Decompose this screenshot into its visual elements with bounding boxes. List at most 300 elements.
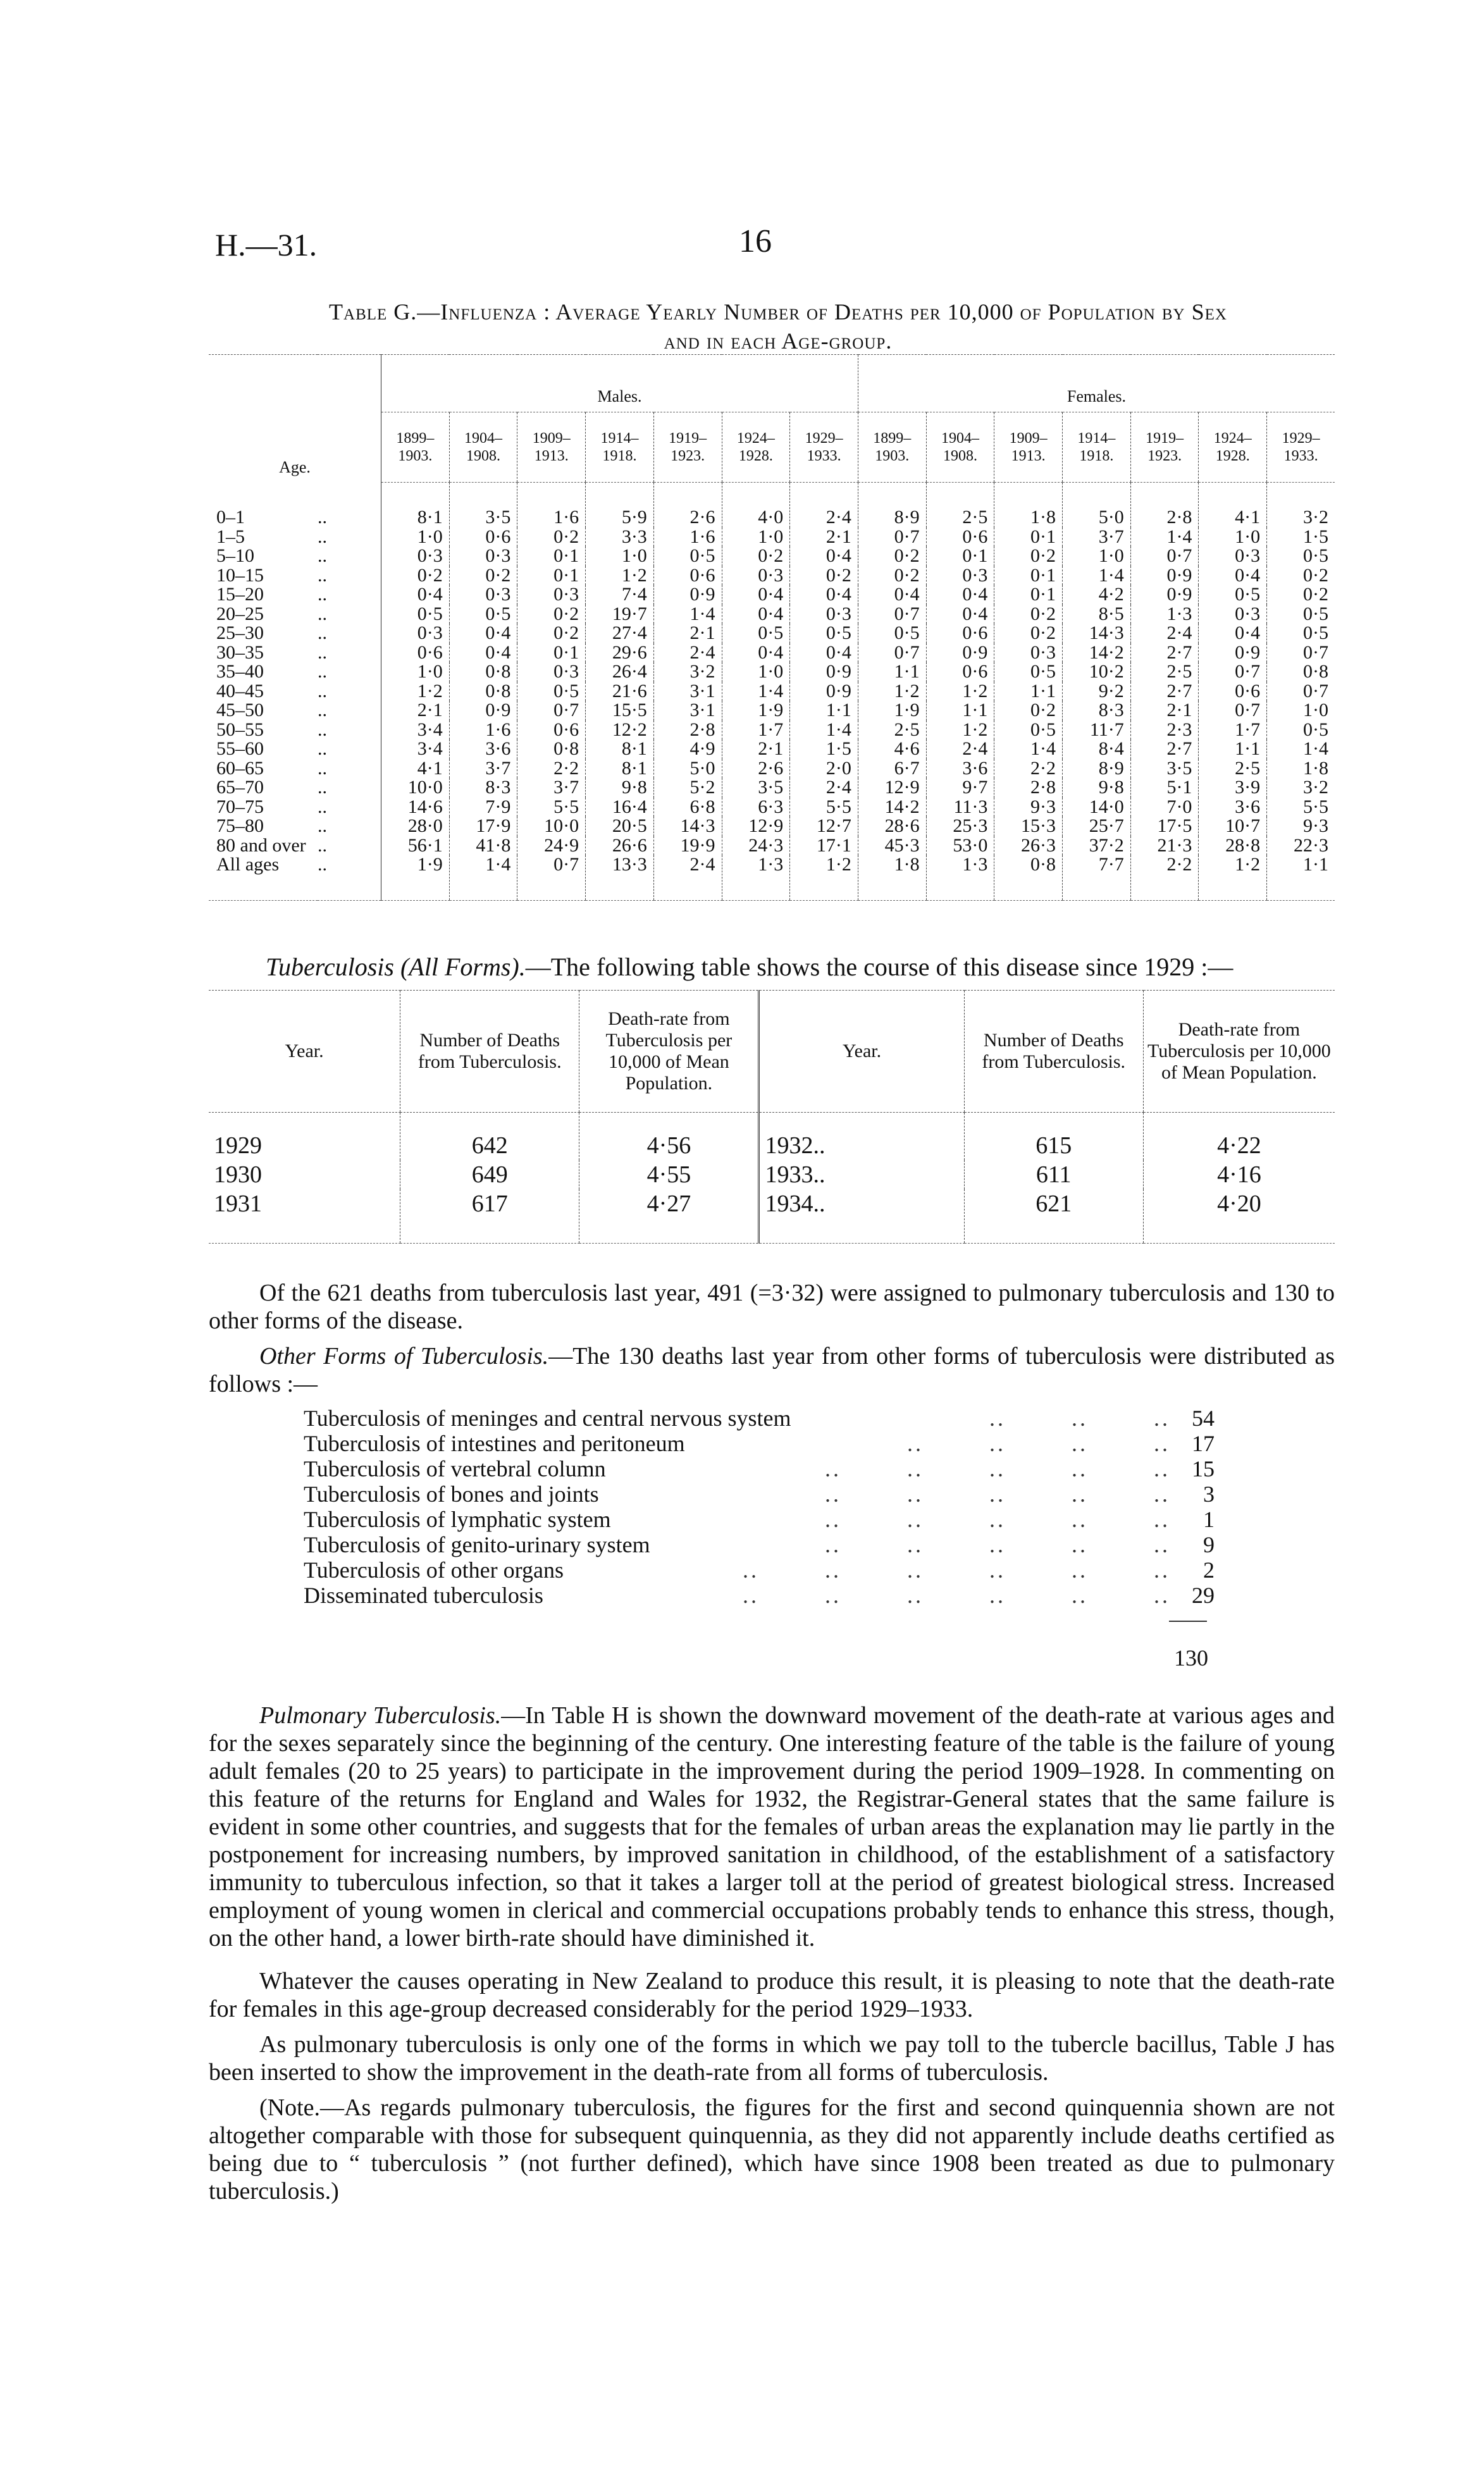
female-rate-cell: 8·5 xyxy=(1063,605,1131,624)
male-rate-cell: 27·4 xyxy=(586,624,654,643)
male-rate-cell: 0·4 xyxy=(449,624,517,643)
table-row xyxy=(209,739,1335,759)
female-rate-cell: 9·7 xyxy=(926,778,994,798)
female-rate-cell: 0·7 xyxy=(1199,662,1267,682)
female-rate-cell: 1·0 xyxy=(1063,547,1131,566)
leader-dots: .. xyxy=(318,680,327,702)
table-row xyxy=(209,662,1335,682)
female-rate-cell: 11·7 xyxy=(1063,720,1131,740)
female-rate-cell: 5·5 xyxy=(1267,798,1335,817)
male-rate-cell: 0·2 xyxy=(381,566,450,586)
tuberculosis-intro xyxy=(266,952,1233,982)
year-header-right: Year. xyxy=(759,991,964,1113)
leader-dots: .. xyxy=(318,584,327,605)
female-rate-cell: 1·8 xyxy=(1267,759,1335,779)
female-rate-cell: 0·2 xyxy=(994,701,1063,720)
male-rate-cell: 2·2 xyxy=(517,759,586,779)
form-count: 9 xyxy=(1203,1532,1215,1557)
female-rate-cell: 0·8 xyxy=(994,855,1063,900)
male-rate-cell: 0·2 xyxy=(517,605,586,624)
tuberculosis-intro-heading: Tuberculosis (All Forms). xyxy=(266,953,526,981)
table-row xyxy=(209,682,1335,702)
leader-dots: .. xyxy=(318,796,327,817)
male-rate-cell: 0·3 xyxy=(722,566,790,586)
female-rate-cell: 9·8 xyxy=(1063,778,1131,798)
male-rate-cell: 0·3 xyxy=(449,547,517,566)
female-rate-cell: 6·7 xyxy=(858,759,926,779)
male-rate-cell: 1·0 xyxy=(381,662,450,682)
form-count: 15 xyxy=(1192,1456,1215,1481)
male-rate-cell: 4·9 xyxy=(653,739,722,759)
female-rate-cell: 3·2 xyxy=(1267,483,1335,528)
female-rate-cell: 0·4 xyxy=(1199,624,1267,643)
table-row xyxy=(209,855,1335,900)
leader-dots: .. .. .. .. .. xyxy=(825,1532,1170,1557)
female-rate-cell: 0·7 xyxy=(858,643,926,663)
male-rate-cell: 2·4 xyxy=(653,855,722,900)
male-rate-cell: 5·0 xyxy=(653,759,722,779)
leader-dots: .. xyxy=(318,526,327,547)
age-group: 75–80 xyxy=(216,815,264,836)
male-rate-cell: 17·1 xyxy=(790,836,858,856)
female-period-header: 1919–1923. xyxy=(1130,412,1199,483)
female-rate-cell: 8·9 xyxy=(1063,759,1131,779)
female-rate-cell: 0·5 xyxy=(1267,624,1335,643)
male-period-header: 1919–1923. xyxy=(653,412,722,483)
female-rate-cell: 0·5 xyxy=(858,624,926,643)
female-rate-cell: 2·7 xyxy=(1130,643,1199,663)
female-rate-cell: 4·1 xyxy=(1199,483,1267,528)
male-rate-cell: 0·5 xyxy=(790,624,858,643)
female-rate-cell: 1·2 xyxy=(858,682,926,702)
female-period-header: 1914–1918. xyxy=(1063,412,1131,483)
male-rate-cell: 0·9 xyxy=(653,585,722,605)
tuberculosis-intro-text: —The following table shows the course of this disease since 1929 :— xyxy=(525,953,1234,981)
female-rate-cell: 0·5 xyxy=(1267,720,1335,740)
male-rate-cell: 5·5 xyxy=(517,798,586,817)
female-rate-cell: 0·2 xyxy=(858,547,926,566)
female-rate-cell: 3·5 xyxy=(1130,759,1199,779)
year-cell: 1932.. xyxy=(759,1113,964,1161)
male-rate-cell: 0·3 xyxy=(449,585,517,605)
female-rate-cell: 0·9 xyxy=(1130,585,1199,605)
male-rate-cell: 0·8 xyxy=(449,662,517,682)
female-rate-cell: 14·3 xyxy=(1063,624,1131,643)
female-rate-cell: 1·3 xyxy=(1130,605,1199,624)
female-rate-cell: 1·1 xyxy=(926,701,994,720)
male-rate-cell: 0·6 xyxy=(449,528,517,547)
female-rate-cell: 2·7 xyxy=(1130,739,1199,759)
age-group: 30–35 xyxy=(216,641,264,663)
deaths-header-right: Number of Deaths from Tuberculosis. xyxy=(964,991,1143,1113)
table-row xyxy=(209,1189,1335,1244)
female-rate-cell: 0·4 xyxy=(858,585,926,605)
female-rate-cell: 12·9 xyxy=(858,778,926,798)
table-g-title-line2: and in each Age-group. xyxy=(664,328,893,354)
leader-dots: .. xyxy=(318,777,327,798)
female-rate-cell: 0·9 xyxy=(1130,566,1199,586)
male-rate-cell: 0·9 xyxy=(790,682,858,702)
male-rate-cell: 0·9 xyxy=(790,662,858,682)
form-label: Disseminated tuberculosis xyxy=(304,1583,543,1608)
male-rate-cell: 1·3 xyxy=(722,855,790,900)
male-rate-cell: 0·7 xyxy=(517,855,586,900)
form-count: 1 xyxy=(1203,1507,1215,1532)
male-rate-cell: 0·1 xyxy=(517,547,586,566)
male-rate-cell: 26·6 xyxy=(586,836,654,856)
female-rate-cell: 14·2 xyxy=(1063,643,1131,663)
rate-cell: 4·27 xyxy=(579,1189,759,1244)
table-row xyxy=(209,759,1335,779)
female-rate-cell: 0·3 xyxy=(1199,605,1267,624)
female-rate-cell: 28·6 xyxy=(858,817,926,836)
female-rate-cell: 2·8 xyxy=(994,778,1063,798)
female-rate-cell: 2·5 xyxy=(926,483,994,528)
age-group: 1–5 xyxy=(216,526,245,547)
female-rate-cell: 2·2 xyxy=(994,759,1063,779)
deaths-cell: 642 xyxy=(400,1113,579,1161)
female-rate-cell: 22·3 xyxy=(1267,836,1335,856)
leader-dots: .. xyxy=(318,603,327,624)
rate-cell: 4·56 xyxy=(579,1113,759,1161)
leader-dots: .. .. .. .. .. .. xyxy=(743,1583,1170,1608)
table-row xyxy=(209,1113,1335,1161)
female-rate-cell: 0·1 xyxy=(926,547,994,566)
table-g-title-line1: Table G.—Influenza : Average Yearly Number of Deaths per 10,000 of Population by Sex xyxy=(329,299,1227,325)
total-rule xyxy=(1169,1621,1207,1622)
male-rate-cell: 0·5 xyxy=(653,547,722,566)
female-rate-cell: 0·5 xyxy=(994,720,1063,740)
males-header: Males. xyxy=(381,355,858,412)
age-group: 10–15 xyxy=(216,564,264,586)
table-row xyxy=(209,605,1335,624)
female-rate-cell: 0·5 xyxy=(1199,585,1267,605)
age-group: 45–50 xyxy=(216,700,264,720)
female-rate-cell: 1·4 xyxy=(1130,528,1199,547)
male-rate-cell: 0·3 xyxy=(517,662,586,682)
female-rate-cell: 3·7 xyxy=(1063,528,1131,547)
list-item xyxy=(304,1481,1215,1507)
male-rate-cell: 0·2 xyxy=(722,547,790,566)
deaths-header-left: Number of Deaths from Tuberculosis. xyxy=(400,991,579,1113)
male-rate-cell: 4·1 xyxy=(381,759,450,779)
female-rate-cell: 5·0 xyxy=(1063,483,1131,528)
female-rate-cell: 2·3 xyxy=(1130,720,1199,740)
female-rate-cell: 0·1 xyxy=(994,585,1063,605)
rate-cell: 4·22 xyxy=(1143,1113,1335,1161)
male-rate-cell: 1·0 xyxy=(381,528,450,547)
male-rate-cell: 2·4 xyxy=(653,643,722,663)
female-rate-cell: 9·3 xyxy=(1267,817,1335,836)
female-rate-cell: 15·3 xyxy=(994,817,1063,836)
female-rate-cell: 1·1 xyxy=(994,682,1063,702)
table-row xyxy=(209,778,1335,798)
female-rate-cell: 9·3 xyxy=(994,798,1063,817)
female-rate-cell: 2·2 xyxy=(1130,855,1199,900)
male-rate-cell: 5·2 xyxy=(653,778,722,798)
form-count: 2 xyxy=(1203,1557,1215,1583)
male-period-header: 1914–1918. xyxy=(586,412,654,483)
year-cell: 1930 xyxy=(214,1161,262,1188)
female-rate-cell: 0·7 xyxy=(858,605,926,624)
male-rate-cell: 0·5 xyxy=(517,682,586,702)
age-group: 40–45 xyxy=(216,680,264,702)
male-rate-cell: 2·1 xyxy=(653,624,722,643)
form-label: Tuberculosis of intestines and peritoneum xyxy=(304,1431,685,1456)
male-rate-cell: 2·6 xyxy=(722,759,790,779)
male-rate-cell: 0·3 xyxy=(381,547,450,566)
rate-cell: 4·20 xyxy=(1143,1189,1335,1244)
male-rate-cell: 10·0 xyxy=(381,778,450,798)
deaths-cell: 615 xyxy=(964,1113,1143,1161)
male-rate-cell: 1·6 xyxy=(449,720,517,740)
male-rate-cell: 0·3 xyxy=(517,585,586,605)
female-rate-cell: 53·0 xyxy=(926,836,994,856)
female-rate-cell: 4·2 xyxy=(1063,585,1131,605)
female-rate-cell: 8·9 xyxy=(858,483,926,528)
male-rate-cell: 3·1 xyxy=(653,682,722,702)
female-rate-cell: 0·6 xyxy=(926,624,994,643)
female-rate-cell: 8·3 xyxy=(1063,701,1131,720)
male-rate-cell: 1·2 xyxy=(381,682,450,702)
female-rate-cell: 17·5 xyxy=(1130,817,1199,836)
age-group: 55–60 xyxy=(216,738,264,759)
female-rate-cell: 0·1 xyxy=(994,528,1063,547)
female-rate-cell: 0·5 xyxy=(994,662,1063,682)
female-rate-cell: 1·8 xyxy=(994,483,1063,528)
male-rate-cell: 1·4 xyxy=(449,855,517,900)
male-rate-cell: 3·6 xyxy=(449,739,517,759)
female-rate-cell: 10·7 xyxy=(1199,817,1267,836)
pulmonary-heading: Pulmonary Tuberculosis. xyxy=(259,1702,502,1729)
rate-header-left: Death-rate from Tuberculosis per 10,000 of Mean Population. xyxy=(579,991,759,1113)
male-rate-cell: 8·1 xyxy=(586,739,654,759)
female-rate-cell: 0·4 xyxy=(926,585,994,605)
year-header-left: Year. xyxy=(209,991,400,1113)
female-rate-cell: 0·7 xyxy=(1267,643,1335,663)
male-rate-cell: 12·7 xyxy=(790,817,858,836)
table-row xyxy=(209,585,1335,605)
female-rate-cell: 1·0 xyxy=(1199,528,1267,547)
female-rate-cell: 0·3 xyxy=(1199,547,1267,566)
male-rate-cell: 1·9 xyxy=(722,701,790,720)
female-rate-cell: 0·4 xyxy=(926,605,994,624)
form-label: Tuberculosis of meninges and central nervous system xyxy=(304,1406,791,1431)
female-rate-cell: 21·3 xyxy=(1130,836,1199,856)
female-rate-cell: 0·7 xyxy=(858,528,926,547)
age-group: 65–70 xyxy=(216,777,264,798)
male-rate-cell: 26·4 xyxy=(586,662,654,682)
paragraph-other-forms: Other Forms of Tuberculosis.—The 130 deaths last year from other forms of tuberculosis were distributed as follows :— xyxy=(209,1343,1335,1397)
female-period-header: 1909–1913. xyxy=(994,412,1063,483)
form-label: Tuberculosis of lymphatic system xyxy=(304,1507,611,1532)
other-forms-total: 130 xyxy=(1174,1645,1208,1671)
age-group: 5–10 xyxy=(216,545,254,566)
female-rate-cell: 2·1 xyxy=(1130,701,1199,720)
male-rate-cell: 0·3 xyxy=(790,605,858,624)
list-item xyxy=(304,1583,1215,1608)
leader-dots: .. .. .. xyxy=(989,1406,1170,1431)
leader-dots: .. xyxy=(318,719,327,740)
male-rate-cell: 0·4 xyxy=(790,547,858,566)
male-rate-cell: 19·9 xyxy=(653,836,722,856)
female-rate-cell: 0·2 xyxy=(994,547,1063,566)
female-rate-cell: 1·4 xyxy=(1063,566,1131,586)
paragraph-new-zealand: Whatever the causes operating in New Zealand to produce this result, it is pleasing to note that the death-rate for females in this age-group decreased considerably for the period 1929–1933. xyxy=(209,1968,1335,2022)
male-rate-cell: 0·5 xyxy=(381,605,450,624)
leader-dots: .. xyxy=(318,506,327,528)
female-rate-cell: 3·2 xyxy=(1267,778,1335,798)
leader-dots: .. xyxy=(318,622,327,643)
female-period-header: 1924–1928. xyxy=(1199,412,1267,483)
form-count: 54 xyxy=(1192,1406,1215,1431)
female-rate-cell: 25·3 xyxy=(926,817,994,836)
other-forms-heading: Other Forms of Tuberculosis. xyxy=(259,1343,549,1369)
female-rate-cell: 9·2 xyxy=(1063,682,1131,702)
male-rate-cell: 0·6 xyxy=(653,566,722,586)
male-rate-cell: 8·1 xyxy=(381,483,450,528)
female-rate-cell: 0·2 xyxy=(1267,566,1335,586)
female-rate-cell: 1·3 xyxy=(926,855,994,900)
male-rate-cell: 21·6 xyxy=(586,682,654,702)
leader-dots: .. .. .. .. .. .. xyxy=(743,1557,1170,1583)
male-rate-cell: 0·6 xyxy=(381,643,450,663)
male-rate-cell: 19·7 xyxy=(586,605,654,624)
table-row xyxy=(209,720,1335,740)
male-rate-cell: 0·2 xyxy=(449,566,517,586)
male-rate-cell: 24·9 xyxy=(517,836,586,856)
female-rate-cell: 0·9 xyxy=(926,643,994,663)
tuberculosis-table xyxy=(209,990,1335,1244)
male-rate-cell: 16·4 xyxy=(586,798,654,817)
table-row xyxy=(209,483,1335,528)
female-rate-cell: 26·3 xyxy=(994,836,1063,856)
male-rate-cell: 0·4 xyxy=(790,643,858,663)
leader-dots: .. xyxy=(318,700,327,720)
male-rate-cell: 2·1 xyxy=(722,739,790,759)
rate-cell: 4·55 xyxy=(579,1160,759,1189)
influenza-table xyxy=(209,354,1335,901)
female-rate-cell: 0·8 xyxy=(1267,662,1335,682)
female-rate-cell: 1·2 xyxy=(926,682,994,702)
male-rate-cell: 0·4 xyxy=(449,643,517,663)
rate-cell: 4·16 xyxy=(1143,1160,1335,1189)
female-rate-cell: 3·6 xyxy=(926,759,994,779)
leader-dots: .. xyxy=(318,661,327,682)
male-rate-cell: 2·6 xyxy=(653,483,722,528)
male-rate-cell: 0·8 xyxy=(517,739,586,759)
list-item xyxy=(304,1431,1215,1456)
male-rate-cell: 0·6 xyxy=(517,720,586,740)
male-rate-cell: 8·1 xyxy=(586,759,654,779)
form-label: Tuberculosis of other organs xyxy=(304,1557,564,1583)
male-rate-cell: 5·9 xyxy=(586,483,654,528)
female-rate-cell: 37·2 xyxy=(1063,836,1131,856)
age-group: 15–20 xyxy=(216,584,264,605)
male-rate-cell: 2·1 xyxy=(790,528,858,547)
year-cell: 1933.. xyxy=(759,1160,964,1189)
male-rate-cell: 13·3 xyxy=(586,855,654,900)
age-header: Age. xyxy=(209,355,381,483)
male-rate-cell: 12·9 xyxy=(722,817,790,836)
paragraph-pulmonary: Pulmonary Tuberculosis.—In Table H is shown the downward movement of the death-rate at various ages and for the sexes separately since the beginning of the century. One interesting feature of the table is the failure of young adult females (20 to 25 years) to participate in the improvement during the period 1909–1928. In commenting on this feature of the returns for England and Wales for 1932, the Registrar-General states that the same failure is evident in some other countries, and suggests that for the females of urban areas the explanation may lie partly in the postponement for increasing numbers, by improved sanitation in childhood, of the establishment of a satisfactory immunity to tuberculous infection, so that it takes a larger toll at the period of greatest biological stress. Increased employment of young women in clerical and commercial occupations probably tends to enhance this stress, though, on the other hand, a lower birth-rate should have diminished it. xyxy=(209,1702,1335,1951)
female-rate-cell: 8·4 xyxy=(1063,739,1131,759)
female-rate-cell: 1·0 xyxy=(1267,701,1335,720)
male-rate-cell: 0·2 xyxy=(790,566,858,586)
male-rate-cell: 8·3 xyxy=(449,778,517,798)
male-rate-cell: 3·7 xyxy=(449,759,517,779)
male-rate-cell: 28·0 xyxy=(381,817,450,836)
female-rate-cell: 14·2 xyxy=(858,798,926,817)
list-item xyxy=(304,1557,1215,1583)
female-rate-cell: 10·2 xyxy=(1063,662,1131,682)
age-group: 20–25 xyxy=(216,603,264,624)
female-rate-cell: 0·6 xyxy=(926,528,994,547)
leader-dots: .. .. .. .. .. xyxy=(825,1456,1170,1481)
female-rate-cell: 0·3 xyxy=(926,566,994,586)
female-rate-cell: 1·7 xyxy=(1199,720,1267,740)
female-rate-cell: 1·9 xyxy=(858,701,926,720)
page-number: 16 xyxy=(739,223,772,259)
female-rate-cell: 4·6 xyxy=(858,739,926,759)
male-rate-cell: 1·4 xyxy=(722,682,790,702)
male-rate-cell: 3·1 xyxy=(653,701,722,720)
male-rate-cell: 24·3 xyxy=(722,836,790,856)
leader-dots: .. xyxy=(318,641,327,663)
leader-dots: .. xyxy=(318,738,327,759)
female-rate-cell: 14·0 xyxy=(1063,798,1131,817)
female-rate-cell: 0·2 xyxy=(1267,585,1335,605)
female-rate-cell: 1·1 xyxy=(1199,739,1267,759)
female-rate-cell: 2·5 xyxy=(1130,662,1199,682)
female-rate-cell: 45·3 xyxy=(858,836,926,856)
females-header: Females. xyxy=(858,355,1335,412)
female-rate-cell: 3·9 xyxy=(1199,778,1267,798)
deaths-cell: 621 xyxy=(964,1189,1143,1244)
male-rate-cell: 3·5 xyxy=(722,778,790,798)
document-reference: H.—31. xyxy=(215,227,318,263)
year-cell: 1931 xyxy=(209,1189,400,1244)
male-rate-cell: 4·0 xyxy=(722,483,790,528)
female-rate-cell: 0·6 xyxy=(1199,682,1267,702)
female-rate-cell: 2·5 xyxy=(1199,759,1267,779)
male-rate-cell: 0·5 xyxy=(722,624,790,643)
male-rate-cell: 3·4 xyxy=(381,739,450,759)
male-rate-cell: 7·4 xyxy=(586,585,654,605)
male-rate-cell: 0·2 xyxy=(517,624,586,643)
male-rate-cell: 1·4 xyxy=(790,720,858,740)
male-rate-cell: 0·1 xyxy=(517,643,586,663)
female-rate-cell: 2·7 xyxy=(1130,682,1199,702)
male-rate-cell: 9·8 xyxy=(586,778,654,798)
leader-dots: .. xyxy=(318,855,381,900)
female-rate-cell: 0·7 xyxy=(1130,547,1199,566)
male-rate-cell: 14·6 xyxy=(381,798,450,817)
female-rate-cell: 0·2 xyxy=(994,605,1063,624)
female-rate-cell: 1·1 xyxy=(1267,855,1335,900)
year-cell: 1934.. xyxy=(759,1189,964,1244)
leader-dots: .. xyxy=(318,834,327,856)
table-row xyxy=(209,836,1335,856)
female-rate-cell: 7·7 xyxy=(1063,855,1131,900)
paragraph-table-j: As pulmonary tuberculosis is only one of the forms in which we pay toll to the tubercle bacillus, Table J has been inserted to show the improvement in the death-rate from all forms of tuberculosis. xyxy=(209,2031,1335,2086)
form-label: Tuberculosis of bones and joints xyxy=(304,1481,599,1507)
leader-dots: .. xyxy=(318,815,327,836)
female-rate-cell: 2·5 xyxy=(858,720,926,740)
table-row xyxy=(209,798,1335,817)
female-rate-cell: 1·1 xyxy=(858,662,926,682)
male-rate-cell: 17·9 xyxy=(449,817,517,836)
